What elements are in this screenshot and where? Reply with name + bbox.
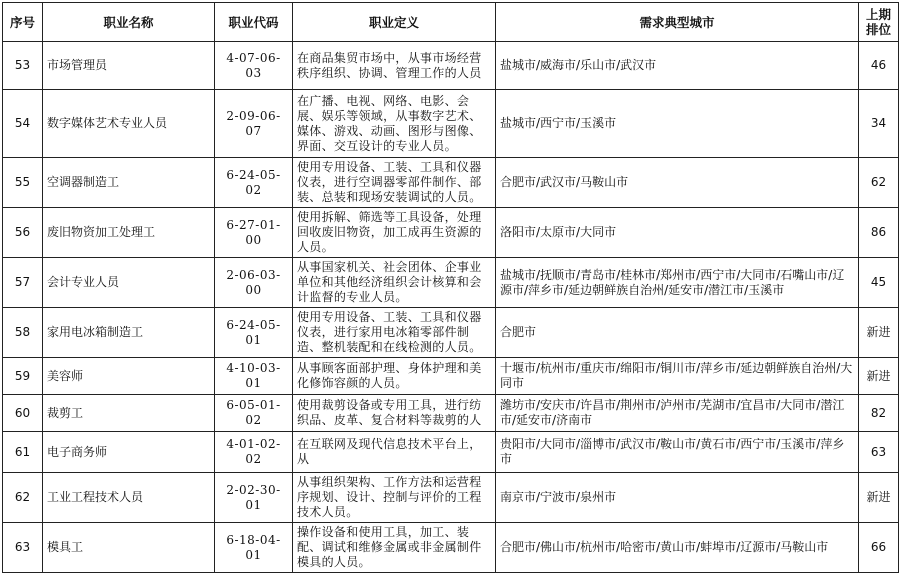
cell-occupation-code: 2-02-30-01 (215, 473, 293, 523)
cell-previous-rank: 45 (859, 258, 899, 308)
occupation-table (2, 2, 899, 573)
table-body (3, 42, 899, 573)
cell-definition: 使用裁剪设备或专用工具，进行纺织品、皮革、复合材料等裁剪的人 (293, 395, 496, 432)
cell-occupation-name: 会计专业人员 (43, 258, 215, 308)
header-no: 序号 (3, 3, 43, 42)
cell-previous-rank: 34 (859, 90, 899, 158)
cell-definition: 使用拆解、筛选等工具设备，处理回收废旧物资，加工成再生资源的人员。 (293, 208, 496, 258)
cell-no: 58 (3, 308, 43, 358)
cell-typical-cities: 盐城市/抚顺市/青岛市/桂林市/郑州市/西宁市/大同市/石嘴山市/辽源市/萍乡市/延边朝鲜族自治州/延安市/潜江市/玉溪市 (496, 258, 859, 308)
cell-no: 63 (3, 523, 43, 573)
cell-definition: 在商品集贸市场中，从事市场经营秩序组织、协调、管理工作的人员 (293, 42, 496, 90)
cell-occupation-name: 废旧物资加工处理工 (43, 208, 215, 258)
cell-previous-rank: 82 (859, 395, 899, 432)
cell-occupation-name: 模具工 (43, 523, 215, 573)
cell-no: 62 (3, 473, 43, 523)
cell-occupation-code: 4-10-03-01 (215, 358, 293, 395)
cell-previous-rank: 63 (859, 432, 899, 473)
cell-occupation-name: 工业工程技术人员 (43, 473, 215, 523)
cell-typical-cities: 洛阳市/太原市/大同市 (496, 208, 859, 258)
table-row (3, 158, 899, 208)
table-row (3, 42, 899, 90)
cell-definition: 使用专用设备、工装、工具和仪器仪表，进行家用电冰箱零部件制造、整机装配和在线检测的人员。 (293, 308, 496, 358)
cell-definition: 在互联网及现代信息技术平台上，从 (293, 432, 496, 473)
cell-no: 59 (3, 358, 43, 395)
table-header-row (3, 3, 899, 42)
cell-previous-rank: 66 (859, 523, 899, 573)
cell-definition: 在广播、电视、网络、电影、会展、娱乐等领域，从事数字艺术、媒体、游戏、动画、图形与图像、界面、交互设计的专业人员。 (293, 90, 496, 158)
cell-occupation-code: 4-07-06-03 (215, 42, 293, 90)
table-row (3, 208, 899, 258)
cell-definition: 操作设备和使用工具，加工、装配、调试和维修金属或非金属制件模具的人员。 (293, 523, 496, 573)
cell-no: 56 (3, 208, 43, 258)
cell-occupation-name: 裁剪工 (43, 395, 215, 432)
table-row (3, 395, 899, 432)
cell-no: 61 (3, 432, 43, 473)
cell-occupation-code: 4-01-02-02 (215, 432, 293, 473)
cell-typical-cities: 合肥市 (496, 308, 859, 358)
cell-no: 53 (3, 42, 43, 90)
cell-typical-cities: 十堰市/杭州市/重庆市/绵阳市/铜川市/萍乡市/延边朝鲜族自治州/大同市 (496, 358, 859, 395)
cell-definition: 从事组织架构、工作方法和运营程序规划、设计、控制与评价的工程技术人员。 (293, 473, 496, 523)
cell-occupation-name: 空调器制造工 (43, 158, 215, 208)
table-row (3, 358, 899, 395)
cell-definition: 使用专用设备、工装、工具和仪器仪表，进行空调器零部件制作、部装、总装和现场安装调试的人员。 (293, 158, 496, 208)
table-row (3, 473, 899, 523)
cell-occupation-code: 6-27-01-00 (215, 208, 293, 258)
header-previous-rank: 上期 排位 (859, 3, 899, 42)
table-row (3, 432, 899, 473)
header-name: 职业名称 (43, 3, 215, 42)
cell-occupation-name: 市场管理员 (43, 42, 215, 90)
cell-no: 60 (3, 395, 43, 432)
header-cities: 需求典型城市 (496, 3, 859, 42)
cell-occupation-code: 6-24-05-01 (215, 308, 293, 358)
table-row (3, 308, 899, 358)
cell-previous-rank: 46 (859, 42, 899, 90)
cell-typical-cities: 盐城市/西宁市/玉溪市 (496, 90, 859, 158)
cell-previous-rank: 新进 (859, 308, 899, 358)
cell-no: 55 (3, 158, 43, 208)
cell-previous-rank: 62 (859, 158, 899, 208)
cell-occupation-name: 电子商务师 (43, 432, 215, 473)
cell-occupation-code: 6-18-04-01 (215, 523, 293, 573)
cell-no: 54 (3, 90, 43, 158)
cell-previous-rank: 新进 (859, 358, 899, 395)
cell-occupation-code: 2-06-03-00 (215, 258, 293, 308)
cell-typical-cities: 合肥市/佛山市/杭州市/哈密市/黄山市/蚌埠市/辽源市/马鞍山市 (496, 523, 859, 573)
table-row (3, 258, 899, 308)
cell-occupation-name: 数字媒体艺术专业人员 (43, 90, 215, 158)
cell-occupation-name: 美容师 (43, 358, 215, 395)
cell-typical-cities: 合肥市/武汉市/马鞍山市 (496, 158, 859, 208)
cell-occupation-code: 2-09-06-07 (215, 90, 293, 158)
cell-occupation-name: 家用电冰箱制造工 (43, 308, 215, 358)
header-code: 职业代码 (215, 3, 293, 42)
cell-no: 57 (3, 258, 43, 308)
cell-occupation-code: 6-05-01-02 (215, 395, 293, 432)
cell-definition: 从事顾客面部护理、身体护理和美化修饰容颜的人员。 (293, 358, 496, 395)
cell-typical-cities: 贵阳市/大同市/淄博市/武汉市/鞍山市/黄石市/西宁市/玉溪市/萍乡市 (496, 432, 859, 473)
cell-previous-rank: 86 (859, 208, 899, 258)
cell-occupation-code: 6-24-05-02 (215, 158, 293, 208)
header-definition: 职业定义 (293, 3, 496, 42)
table-row (3, 523, 899, 573)
table-row (3, 90, 899, 158)
cell-typical-cities: 南京市/宁波市/泉州市 (496, 473, 859, 523)
cell-typical-cities: 潍坊市/安庆市/许昌市/荆州市/泸州市/芜湖市/宜昌市/大同市/潜江市/延安市/济南市 (496, 395, 859, 432)
cell-previous-rank: 新进 (859, 473, 899, 523)
cell-typical-cities: 盐城市/威海市/乐山市/武汉市 (496, 42, 859, 90)
cell-definition: 从事国家机关、社会团体、企事业单位和其他经济组织会计核算和会计监督的专业人员。 (293, 258, 496, 308)
